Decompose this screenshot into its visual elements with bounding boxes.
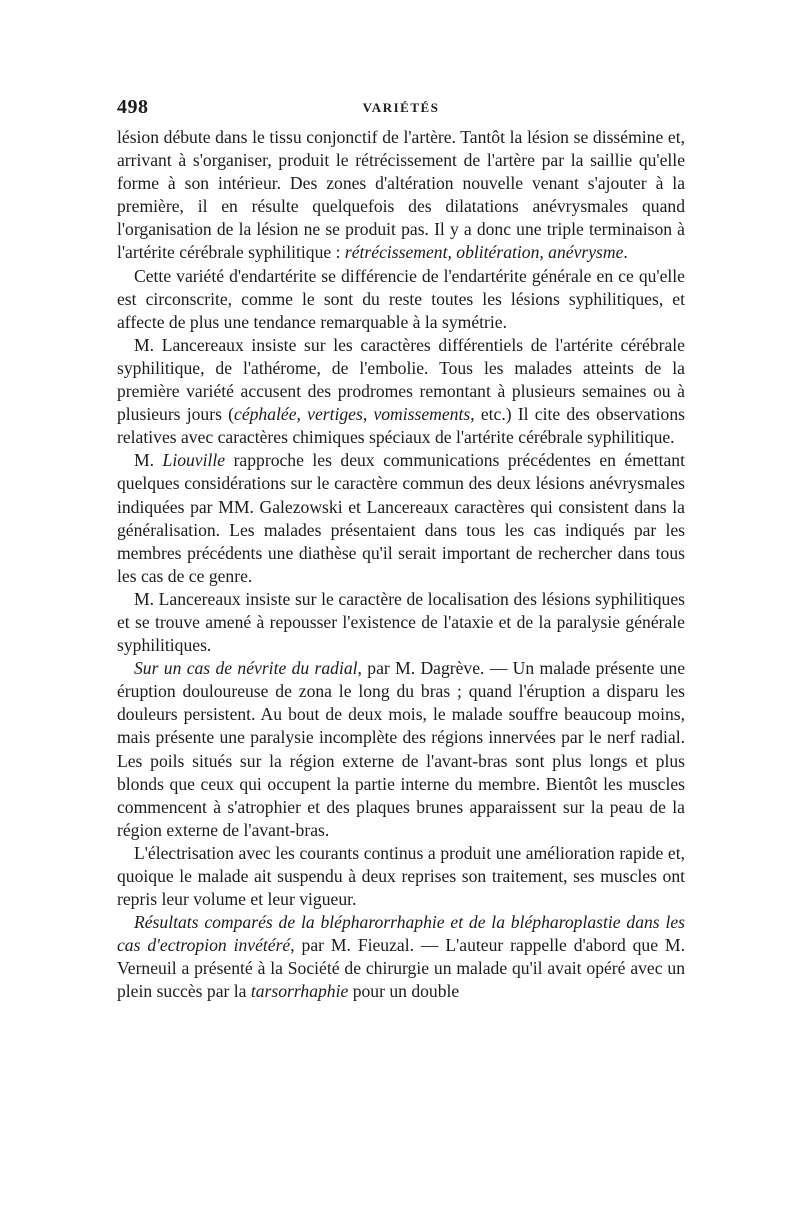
running-title: VARIÉTÉS (362, 100, 440, 115)
italic-text-span: Sur un cas de névrite du radial (134, 658, 358, 679)
article-text (117, 126, 685, 1004)
italic-text-span: tarsorrhaphie (250, 981, 349, 1002)
paragraph (117, 588, 685, 657)
text-span: Cette variété d'endartérite se différencie de l'endartérite générale en ce qu'elle est circonscrite, comme le sont du reste toutes les lésions syphilitiques, et affecte de plus une tendance remarquable à la symétrie. (117, 265, 685, 332)
paragraph (117, 449, 685, 588)
text-span: M. Lancereaux insiste sur le caractère de localisation des lésions syphilitiques et se trouve amené à repousser l'existence de l'ataxie et de la paralysie générale syphilitiques. (117, 588, 685, 656)
paragraph (117, 334, 685, 449)
text-span: , etc.) Il cite des observations relatives avec caractères chimiques spéciaux de l'artérite cérébrale syphilitique. (117, 404, 685, 448)
italic-text-span: Liouville (162, 450, 226, 471)
text-span: pour un double (348, 981, 460, 1002)
paragraph (117, 657, 685, 842)
paragraph (117, 265, 685, 334)
text-span: , par M. Fieuzal. — L'auteur rappelle d'abord que M. Verneuil a présenté à la Société de chirurgie un malade qu'il avait opéré avec un plein succès par la (117, 935, 685, 1002)
text-span: , par M. Dagrève. — Un malade présente une éruption douloureuse de zona le long du bras ; quand l'éruption a disparu les douleurs persistent. Au bout de deux mois, le malade souffre beaucoup moins, mais présente une paralysie incomplète des régions innervées par le nerf radial. Les poils situés sur la région externe de l'avant-bras sont plus longs et plus blonds que ceux qui occupent la partie interne du membre. Bientôt les muscles commencent à s'atrophier et des plaques brunes apparaissent sur la peau de la région externe de l'avant-bras. (117, 658, 685, 840)
text-span: lésion débute dans le tissu conjonctif de l'artère. Tantôt la lésion se dissémine et, arrivant à s'organiser, produit le rétrécissement de l'artère par la saillie qu'elle forme à son intérieur. Des zones d'altération nouvelle venant s'ajouter à la première, il en résulte quelquefois des dilatations anévrysmales quand l'organisation de la lésion ne se produit pas. Il y a donc une triple terminaison à l'artérite cérébrale syphilitique : (117, 127, 685, 263)
text-span: . (623, 242, 628, 263)
italic-text-span: Résultats comparés de la blépharorrhaphie et de la blépharoplastie dans les cas d'ectropion invétéré (117, 912, 685, 956)
italic-text-span: céphalée, vertiges, vomissements (234, 404, 471, 425)
book-page (117, 96, 685, 1004)
paragraph (117, 911, 685, 1003)
text-span: L'électrisation avec les courants continus a produit une amélioration rapide et, quoique le malade ait suspendu à deux reprises son traitement, ses muscles ont repris leur volume et leur vigueur. (117, 842, 685, 910)
paragraph (117, 126, 685, 265)
text-span: rapproche les deux communications précédentes en émettant quelques considérations sur le caractère commun des deux lésions anévrysmales indiquées par MM. Galezowski et Lancereaux caractères qui consistent dans la généralisation. Les malades présentaient dans tous les cas indiqués par les membres précédents une diathèse qu'il serait important de rechercher dans tous les cas de ce genre. (117, 450, 685, 586)
page-header (117, 96, 685, 122)
text-span: M. Lancereaux insiste sur les caractères différentiels de l'artérite cérébrale syphilitique, de l'athérome, de l'embolie. Tous les malades atteints de la première variété accusent des prodromes remontant à plusieurs semaines ou à plusieurs jours ( (117, 334, 685, 425)
text-span: M. (134, 450, 163, 471)
paragraph (117, 842, 685, 911)
page-number: 498 (117, 96, 149, 118)
italic-text-span: rétrécissement, oblitération, anévrysme (344, 242, 624, 263)
